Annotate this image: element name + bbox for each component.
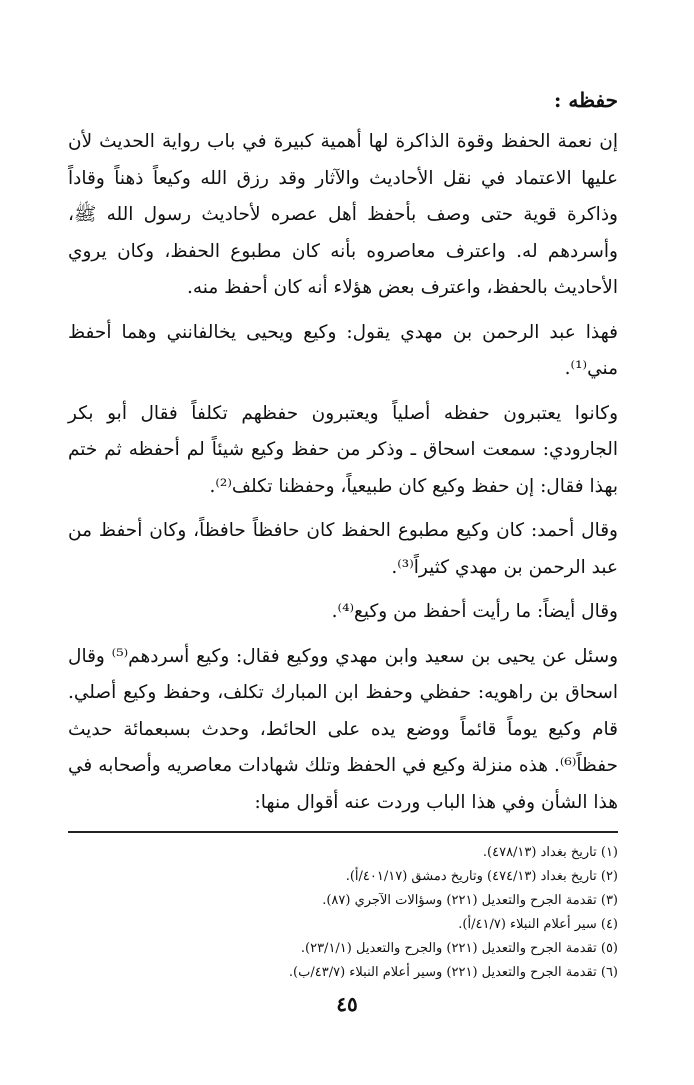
footnote-4: (٤) سير أعلام النبلاء (٤١/٧/أ). bbox=[458, 917, 618, 932]
paragraph-ibn-mahdi: فهذا عبد الرحمن بن مهدي يقول: وكيع ويحيى يخالفانني وهما أحفظ مني⁽¹⁾. bbox=[68, 321, 618, 379]
page-content bbox=[68, 82, 618, 985]
paragraph-ishaq: وسئل عن يحيى بن سعيد وابن مهدي ووكيع فقال: وكيع أسردهم⁽⁵⁾ وقال اسحاق بن راهويه: حفظي وحفظ ابن المبارك تكلف، وحفظ وكيع أصلي. قام وكيع يوماً قائماً ووضع يده على الحائط، وحدث بسبعمائة حديث حفظاً⁽⁶⁾. هذه منزلة وكيع في الحفظ وتلك شهادات معاصريه وأصحابه في هذا الشأن وفي هذا الباب وردت عنه أقوال منها: bbox=[68, 645, 619, 813]
paragraph-ahmad-also: وقال أيضاً: ما رأيت أحفظ من وكيع⁽⁴⁾. bbox=[331, 601, 618, 622]
footnote-2: (٢) تاريخ بغداد (٤٧٤/١٣) وتاريخ دمشق (٤٠١/١٧/أ). bbox=[345, 869, 618, 884]
page-number: ٤٥ bbox=[336, 992, 358, 1016]
footnote-6: (٦) تقدمة الجرح والتعديل (٢٢١) وسير أعلام النبلاء (٤٣/٧/ب). bbox=[288, 965, 618, 980]
footnote-separator bbox=[68, 831, 618, 833]
paragraph-jarudi: وكانوا يعتبرون حفظه أصلياً ويعتبرون حفظهم تكلفاً فقال أبو بكر الجارودي: سمعت اسحاق ـ وذكر من حفظ وكيع شيئاً لم أحفظه ثم ختم بهذا فقال: إن حفظ وكيع كان طبيعياً، وحفظنا تكلف⁽²⁾. bbox=[68, 402, 618, 497]
footnote-1: (١) تاريخ بغداد (٤٧٨/١٣). bbox=[482, 845, 618, 860]
footnote-3: (٣) تقدمة الجرح والتعديل (٢٢١) وسؤالات الآجري (٨٧). bbox=[322, 893, 618, 908]
paragraph-intro: إن نعمة الحفظ وقوة الذاكرة لها أهمية كبيرة في باب رواية الحديث لأن عليها الاعتماد في نقل الأحاديث والآثار وقد رزق الله وكيعاً ذهناً وقاداً وذاكرة قوية حتى وصف بأحفظ أهل عصره لأحاديث رسول الله ﷺ، وأسردهم له. واعترف معاصروه بأنه كان مطبوع الحفظ، وكان يروي الأحاديث بالحفظ، واعترف بعض هؤلاء أنه كان أحفظ منه. bbox=[68, 131, 618, 298]
section-heading: حفظه : bbox=[554, 88, 618, 112]
footnotes-list bbox=[68, 841, 618, 985]
footnote-5: (٥) تقدمة الجرح والتعديل (٢٢١) والجرح والتعديل (٢٣/١/١). bbox=[300, 941, 618, 956]
paragraph-ahmad: وقال أحمد: كان وكيع مطبوع الحفظ كان حافظاً حافظاً، وكان أحفظ من عبد الرحمن بن مهدي كثيراً⁽³⁾. bbox=[68, 520, 618, 578]
